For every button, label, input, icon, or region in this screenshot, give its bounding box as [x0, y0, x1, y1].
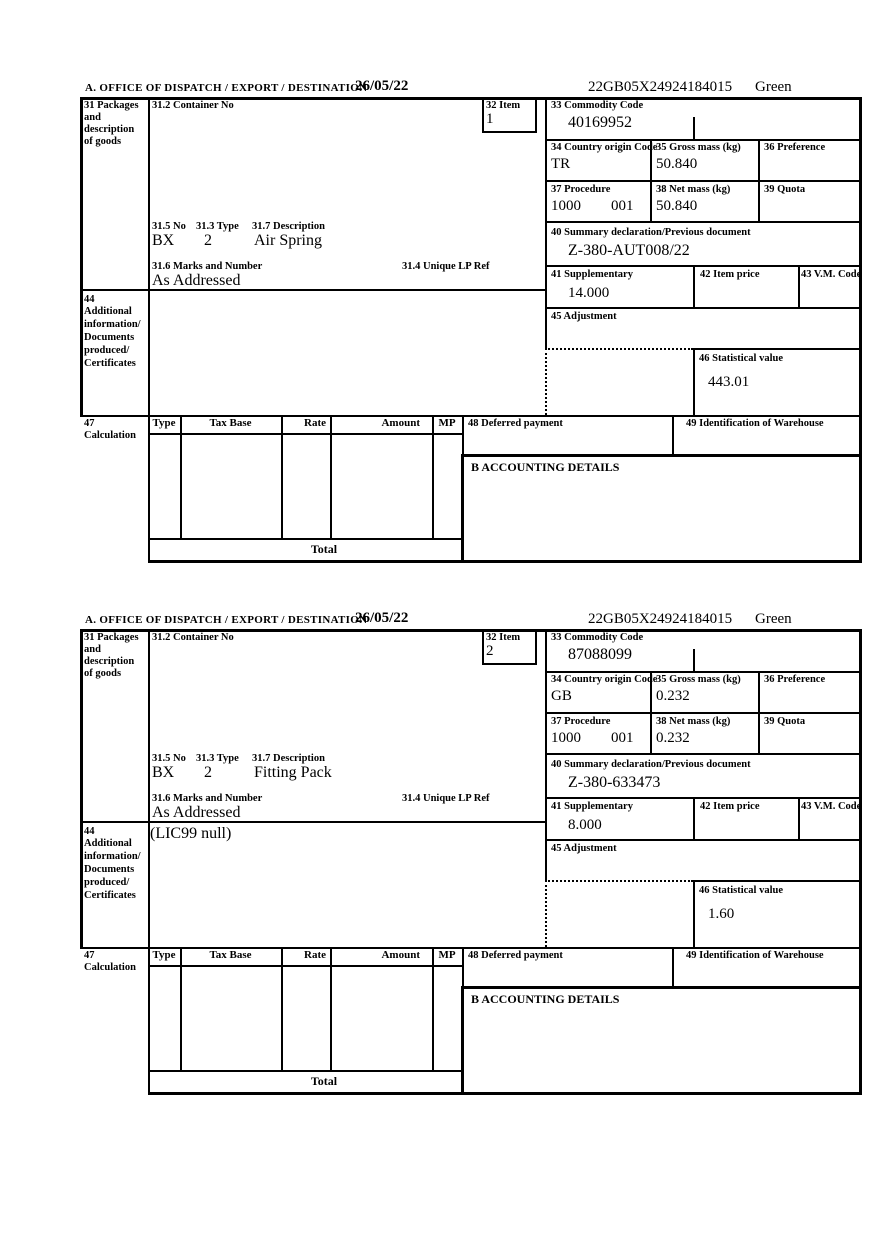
lp-ref-label: 31.4 Unique LP Ref — [402, 793, 490, 804]
commodity-code-label: 33 Commodity Code — [551, 632, 644, 643]
country-origin-label: 34 Country origin Code — [551, 142, 658, 153]
movement-reference-number: 22GB05X24924184015 — [588, 79, 733, 95]
previous-document-value: Z-380-AUT008/22 — [568, 242, 690, 259]
box31-label: and — [84, 644, 101, 655]
border-line — [535, 629, 537, 663]
border-line — [545, 712, 862, 714]
gross-mass-value: 50.840 — [656, 156, 698, 172]
vm-code-label: 43 V.M. Code — [801, 801, 862, 812]
box44-label: produced/ — [84, 877, 130, 888]
border-line — [80, 947, 862, 949]
container-no-label: 31.2 Container No — [152, 632, 234, 643]
box44-label: Documents — [84, 864, 135, 875]
border-line — [545, 307, 862, 309]
border-line — [148, 965, 462, 967]
dotted-line — [545, 348, 547, 415]
dotted-line — [545, 880, 693, 882]
border-line — [545, 97, 547, 348]
border-line — [148, 1070, 462, 1072]
package-no-value: BX — [152, 764, 175, 781]
border-line — [758, 139, 760, 221]
declaration-date: 26/05/22 — [355, 610, 409, 626]
dotted-line — [545, 348, 693, 350]
accounting-details-label: B ACCOUNTING DETAILS — [471, 460, 620, 474]
preference-label: 36 Preference — [764, 142, 826, 153]
deferred-payment-label: 48 Deferred payment — [468, 418, 563, 429]
border-line — [330, 947, 332, 1070]
border-line — [148, 629, 150, 1092]
accounting-details-label: B ACCOUNTING DETAILS — [471, 992, 620, 1006]
declaration-date: 26/05/22 — [355, 78, 409, 94]
calc-header-type: Type — [152, 417, 176, 429]
border-line — [180, 947, 182, 1070]
box44-label: Additional — [84, 838, 132, 849]
box47-label: Calculation — [84, 962, 136, 973]
deferred-payment-label: 48 Deferred payment — [468, 950, 563, 961]
border-line — [859, 629, 862, 1095]
marks-label: 31.6 Marks and Number — [152, 793, 263, 804]
border-line — [545, 139, 862, 141]
border-line — [545, 265, 862, 267]
routing-channel: Green — [755, 611, 792, 627]
box44-label: Certificates — [84, 358, 136, 369]
supplementary-value: 8.000 — [568, 817, 602, 833]
box44-label: 44 — [84, 826, 95, 837]
item-number-value: 2 — [486, 643, 494, 659]
form-header — [80, 610, 862, 629]
dotted-line — [545, 880, 547, 947]
border-line — [80, 629, 83, 947]
package-type-label: 31.3 Type — [196, 221, 239, 232]
border-line — [545, 839, 862, 841]
border-line — [693, 797, 695, 839]
office-of-dispatch-heading: A. OFFICE OF DISPATCH / EXPORT / DESTINATION — [85, 614, 368, 626]
procedure-value-2: 001 — [611, 730, 634, 746]
calc-header-amount: Amount — [381, 949, 420, 961]
item-price-label: 42 Item price — [700, 801, 760, 812]
country-origin-label: 34 Country origin Code — [551, 674, 658, 685]
warehouse-id-label: 49 Identification of Warehouse — [686, 418, 824, 429]
box44-label: produced/ — [84, 345, 130, 356]
package-type-value: 2 — [204, 764, 212, 781]
calc-header-tax-base: Tax Base — [209, 949, 252, 961]
form-header — [80, 78, 862, 97]
border-line — [482, 97, 484, 131]
net-mass-value: 50.840 — [656, 198, 698, 214]
warehouse-id-label: 49 Identification of Warehouse — [686, 950, 824, 961]
border-line — [148, 560, 862, 563]
border-line — [693, 265, 695, 307]
supplementary-value: 14.000 — [568, 285, 610, 301]
calc-header-amount: Amount — [381, 417, 420, 429]
country-origin-value: GB — [551, 688, 572, 704]
marks-value: As Addressed — [152, 272, 241, 289]
commodity-code-tick — [693, 649, 695, 671]
border-line — [545, 180, 862, 182]
adjustment-label: 45 Adjustment — [551, 311, 617, 322]
adjustment-label: 45 Adjustment — [551, 843, 617, 854]
calc-header-rate: Rate — [304, 949, 326, 961]
border-line — [482, 629, 484, 663]
border-line — [80, 415, 862, 417]
marks-label: 31.6 Marks and Number — [152, 261, 263, 272]
net-mass-label: 38 Net mass (kg) — [656, 184, 731, 195]
border-line — [535, 97, 537, 131]
border-line — [462, 986, 862, 989]
goods-description-label: 31.7 Description — [252, 221, 325, 232]
box44-label: information/ — [84, 319, 141, 330]
border-line — [281, 415, 283, 538]
declaration-item-form — [80, 78, 866, 570]
border-line — [80, 97, 83, 415]
border-line — [545, 221, 862, 223]
container-no-label: 31.2 Container No — [152, 100, 234, 111]
box47-label: Calculation — [84, 430, 136, 441]
box44-label: Additional — [84, 306, 132, 317]
gross-mass-label: 35 Gross mass (kg) — [656, 674, 741, 685]
procedure-label: 37 Procedure — [551, 716, 611, 727]
declaration-item-form — [80, 610, 866, 1102]
box44-label: Certificates — [84, 890, 136, 901]
statistical-value: 443.01 — [708, 374, 750, 390]
package-no-value: BX — [152, 232, 175, 249]
quota-label: 39 Quota — [764, 716, 806, 727]
procedure-value: 1000 — [551, 198, 581, 214]
border-line — [672, 415, 674, 454]
commodity-code-label: 33 Commodity Code — [551, 100, 644, 111]
border-line — [148, 1092, 862, 1095]
preference-label: 36 Preference — [764, 674, 826, 685]
statistical-value-label: 46 Statistical value — [699, 353, 783, 364]
border-line — [693, 348, 695, 415]
box31-label: description — [84, 124, 135, 135]
border-line — [798, 797, 800, 839]
item-label: 32 Item — [486, 100, 521, 111]
border-line — [758, 671, 760, 753]
procedure-label: 37 Procedure — [551, 184, 611, 195]
box47-label: 47 — [84, 418, 95, 429]
border-line — [432, 947, 434, 1070]
commodity-code-tick — [693, 117, 695, 139]
border-line — [462, 454, 862, 457]
box31-label: of goods — [84, 136, 122, 147]
border-line — [798, 265, 800, 307]
border-line — [148, 433, 462, 435]
box31-label: of goods — [84, 668, 122, 679]
additional-info-value: (LIC99 null) — [150, 825, 232, 842]
previous-document-label: 40 Summary declaration/Previous document — [551, 227, 751, 238]
marks-value: As Addressed — [152, 804, 241, 821]
net-mass-label: 38 Net mass (kg) — [656, 716, 731, 727]
box31-label: 31 Packages — [84, 632, 139, 643]
calc-header-tax-base: Tax Base — [209, 417, 252, 429]
box31-label: description — [84, 656, 135, 667]
calc-header-mp: MP — [438, 417, 456, 429]
previous-document-label: 40 Summary declaration/Previous document — [551, 759, 751, 770]
form-grid — [80, 97, 862, 563]
border-line — [482, 131, 537, 133]
box44-label: Documents — [84, 332, 135, 343]
border-line — [672, 947, 674, 986]
net-mass-value: 0.232 — [656, 730, 690, 746]
calc-header-rate: Rate — [304, 417, 326, 429]
item-price-label: 42 Item price — [700, 269, 760, 280]
border-line — [693, 880, 862, 882]
statistical-value: 1.60 — [708, 906, 735, 922]
package-no-label: 31.5 No — [152, 221, 186, 232]
office-of-dispatch-heading: A. OFFICE OF DISPATCH / EXPORT / DESTINATION — [85, 82, 368, 94]
box44-label: information/ — [84, 851, 141, 862]
calc-header-type: Type — [152, 949, 176, 961]
border-line — [859, 97, 862, 563]
border-line — [693, 348, 862, 350]
package-no-label: 31.5 No — [152, 753, 186, 764]
border-line — [180, 415, 182, 538]
box31-label: 31 Packages — [84, 100, 139, 111]
box44-label: 44 — [84, 294, 95, 305]
goods-description-value: Air Spring — [254, 232, 322, 249]
border-line — [482, 663, 537, 665]
border-line — [148, 97, 150, 560]
goods-description-label: 31.7 Description — [252, 753, 325, 764]
procedure-value-2: 001 — [611, 198, 634, 214]
supplementary-label: 41 Supplementary — [551, 801, 633, 812]
calc-header-mp: MP — [438, 949, 456, 961]
package-type-value: 2 — [204, 232, 212, 249]
routing-channel: Green — [755, 79, 792, 95]
movement-reference-number: 22GB05X24924184015 — [588, 611, 733, 627]
package-type-label: 31.3 Type — [196, 753, 239, 764]
country-origin-value: TR — [551, 156, 571, 172]
commodity-code-value: 87088099 — [568, 646, 632, 663]
border-line — [148, 538, 462, 540]
supplementary-label: 41 Supplementary — [551, 269, 633, 280]
box47-label: 47 — [84, 950, 95, 961]
border-line — [330, 415, 332, 538]
lp-ref-label: 31.4 Unique LP Ref — [402, 261, 490, 272]
box31-label: and — [84, 112, 101, 123]
form-grid — [80, 629, 862, 1095]
gross-mass-label: 35 Gross mass (kg) — [656, 142, 741, 153]
gross-mass-value: 0.232 — [656, 688, 690, 704]
vm-code-label: 43 V.M. Code — [801, 269, 862, 280]
border-line — [545, 797, 862, 799]
statistical-value-label: 46 Statistical value — [699, 885, 783, 896]
previous-document-value: Z-380-633473 — [568, 774, 661, 791]
border-line — [693, 880, 695, 947]
commodity-code-value: 40169952 — [568, 114, 632, 131]
border-line — [281, 947, 283, 1070]
item-label: 32 Item — [486, 632, 521, 643]
total-label: Total — [310, 1074, 338, 1088]
goods-description-value: Fitting Pack — [254, 764, 332, 781]
border-line — [545, 753, 862, 755]
border-line — [545, 671, 862, 673]
procedure-value: 1000 — [551, 730, 581, 746]
border-line — [545, 629, 547, 880]
border-line — [432, 415, 434, 538]
total-label: Total — [310, 542, 338, 556]
quota-label: 39 Quota — [764, 184, 806, 195]
item-number-value: 1 — [486, 111, 494, 127]
